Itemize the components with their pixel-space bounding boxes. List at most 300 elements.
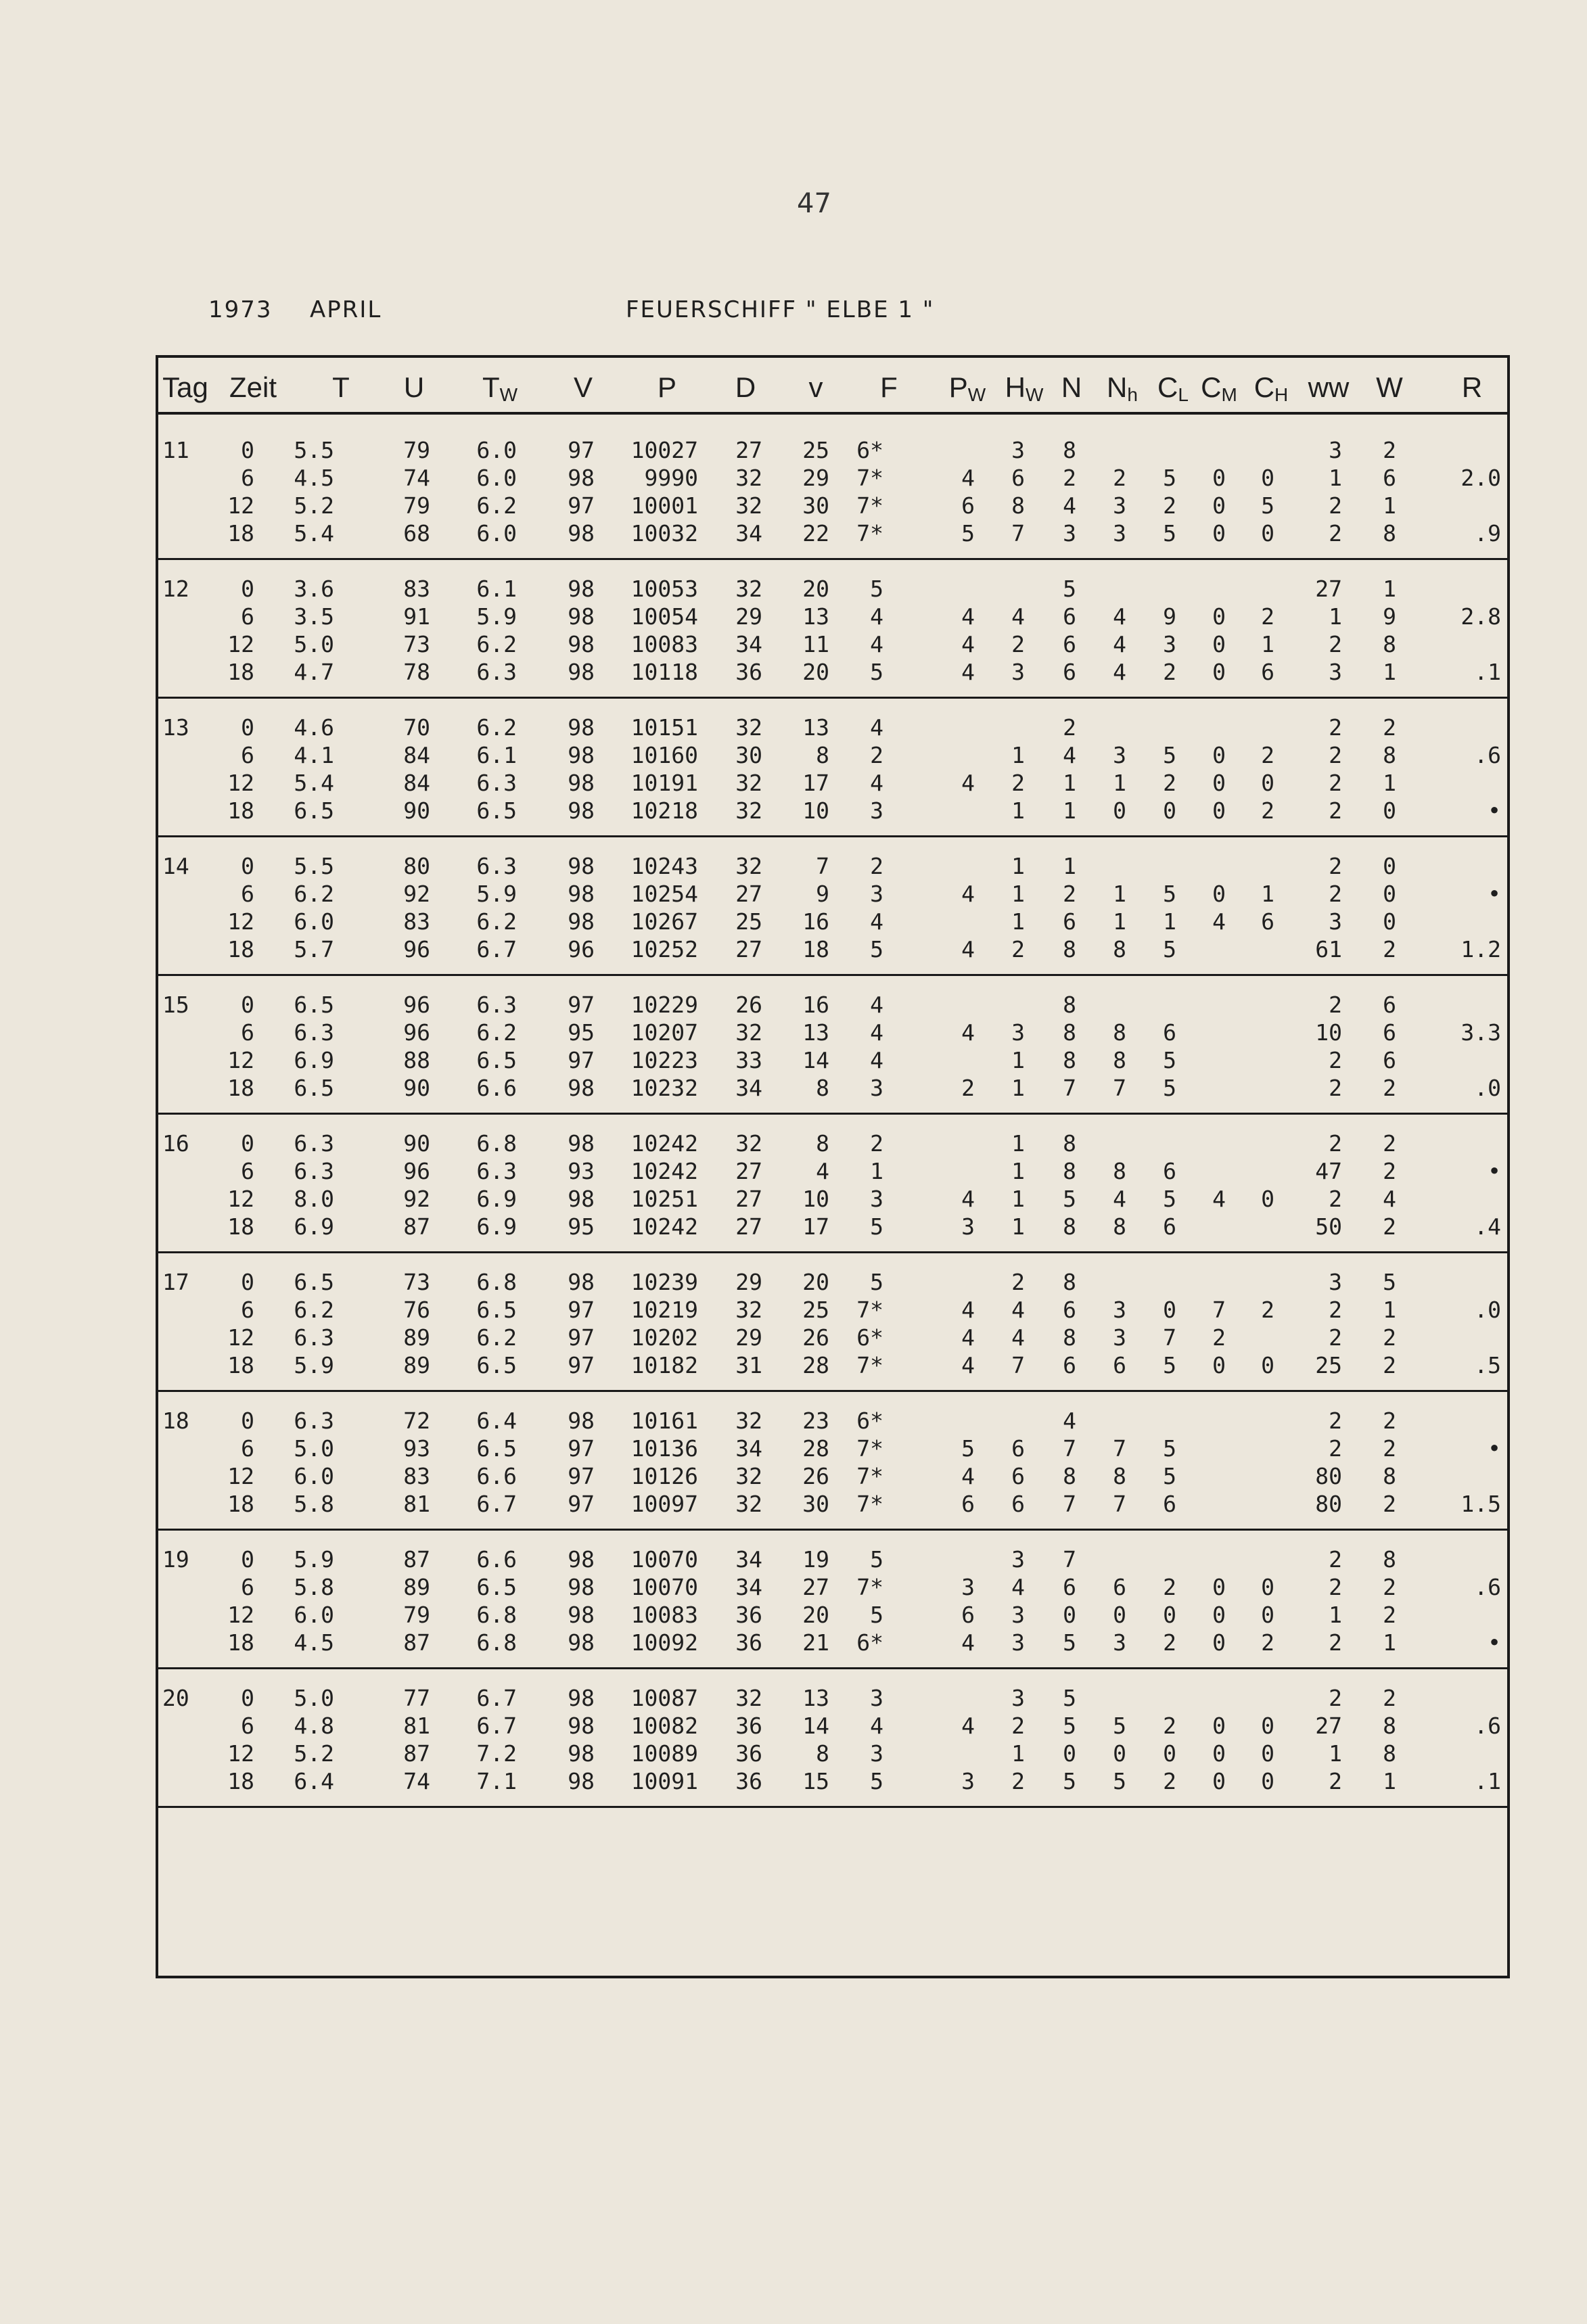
table-cell-t: 6.3 xyxy=(294,1019,334,1046)
table-cell-vv: 30 xyxy=(802,492,829,519)
table-cell-zeit: 12 xyxy=(227,1740,254,1767)
table-cell-hw: 3 xyxy=(1011,659,1025,685)
table-cell-zeit: 18 xyxy=(227,1213,254,1240)
table-cell-t: 3.5 xyxy=(294,603,334,630)
table-cell-ww: 2 xyxy=(1329,1297,1342,1323)
table-cell-hw: 2 xyxy=(1011,770,1025,796)
table-cell-f: 5 xyxy=(870,1546,883,1573)
table-cell-hw: 7 xyxy=(1011,520,1025,547)
table-cell-f: 3 xyxy=(870,1186,883,1212)
table-cell-n: 4 xyxy=(1063,742,1076,768)
table-cell-w: 9 xyxy=(1383,603,1396,630)
table-cell-u: 96 xyxy=(403,992,430,1018)
table-cell-u: 87 xyxy=(403,1740,430,1767)
table-cell-w: 2 xyxy=(1383,1408,1396,1434)
table-cell-d: 33 xyxy=(735,1047,762,1073)
table-cell-nh: 8 xyxy=(1113,1213,1126,1240)
table-cell-f: 6* xyxy=(856,1408,883,1434)
table-cell-t: 4.5 xyxy=(294,465,334,491)
table-cell-zeit: 6 xyxy=(241,465,254,491)
table-cell-vv: 4 xyxy=(816,1158,829,1184)
table-cell-r: 2.0 xyxy=(1460,465,1501,491)
table-cell-n: 4 xyxy=(1063,492,1076,519)
table-cell-p: 10223 xyxy=(630,1047,698,1073)
table-cell-vv: 8 xyxy=(816,742,829,768)
table-cell-cm: 0 xyxy=(1212,797,1226,824)
table-cell-f: 3 xyxy=(870,797,883,824)
table-cell-cl: 0 xyxy=(1163,1740,1176,1767)
table-cell-cm: 0 xyxy=(1212,1713,1226,1739)
table-cell-zeit: 0 xyxy=(241,1269,254,1295)
table-cell-v: 98 xyxy=(568,853,595,879)
table-cell-hw: 3 xyxy=(1011,1685,1025,1711)
table-cell-n: 8 xyxy=(1063,992,1076,1018)
table-cell-f: 2 xyxy=(870,1130,883,1157)
table-cell-d: 32 xyxy=(735,714,762,741)
table-cell-n: 8 xyxy=(1063,437,1076,463)
col-header-n: N xyxy=(1061,371,1082,403)
table-cell-zeit: 12 xyxy=(227,770,254,796)
col-header-zeit: Zeit xyxy=(229,371,277,403)
table-cell-p: 10083 xyxy=(630,1602,698,1628)
col-header-tag: Tag xyxy=(162,371,208,403)
col-header-ch: $C_H$ xyxy=(1254,371,1289,405)
table-cell-d: 25 xyxy=(735,908,762,935)
table-cell-ww: 2 xyxy=(1329,742,1342,768)
table-cell-tw: 6.8 xyxy=(476,1130,517,1157)
table-cell-zeit: 6 xyxy=(241,1435,254,1462)
table-cell-hw: 3 xyxy=(1011,1546,1025,1573)
table-cell-f: 7* xyxy=(856,1463,883,1489)
table-cell-cm: 0 xyxy=(1212,742,1226,768)
table-cell-ch: 2 xyxy=(1261,603,1274,630)
table-cell-d: 32 xyxy=(735,1019,762,1046)
table-cell-ww: 10 xyxy=(1315,1019,1342,1046)
table-cell-hw: 6 xyxy=(1011,465,1025,491)
day-separator xyxy=(158,1529,1507,1531)
table-cell-r: 1.2 xyxy=(1460,936,1501,962)
table-cell-ww: 2 xyxy=(1329,714,1342,741)
table-cell-nh: 7 xyxy=(1113,1491,1126,1517)
table-cell-tw: 6.5 xyxy=(476,1297,517,1323)
table-cell-nh: 6 xyxy=(1113,1352,1126,1378)
table-cell-hw: 1 xyxy=(1011,1213,1025,1240)
table-cell-nh: 2 xyxy=(1113,465,1126,491)
table-cell-nh: 3 xyxy=(1113,1297,1126,1323)
table-cell-t: 8.0 xyxy=(294,1186,334,1212)
table-cell-p: 10083 xyxy=(630,631,698,657)
table-cell-vv: 10 xyxy=(802,797,829,824)
table-cell-n: 1 xyxy=(1063,770,1076,796)
table-cell-nh: 3 xyxy=(1113,1629,1126,1656)
table-cell-cm: 0 xyxy=(1212,631,1226,657)
table-cell-nh: 3 xyxy=(1113,1324,1126,1351)
table-cell-u: 90 xyxy=(403,1075,430,1101)
table-cell-ww: 3 xyxy=(1329,908,1342,935)
table-cell-r: • xyxy=(1488,1629,1501,1656)
table-cell-tw: 6.7 xyxy=(476,1685,517,1711)
table-cell-p: 10191 xyxy=(630,770,698,796)
table-cell-n: 3 xyxy=(1063,520,1076,547)
table-cell-t: 5.0 xyxy=(294,631,334,657)
table-cell-v: 95 xyxy=(568,1019,595,1046)
table-cell-hw: 1 xyxy=(1011,797,1025,824)
table-cell-hw: 4 xyxy=(1011,603,1025,630)
table-cell-pw: 3 xyxy=(961,1768,975,1794)
table-cell-v: 98 xyxy=(568,1546,595,1573)
table-cell-tw: 6.3 xyxy=(476,659,517,685)
table-cell-pw: 6 xyxy=(961,492,975,519)
table-cell-t: 4.5 xyxy=(294,1629,334,1656)
table-cell-p: 10070 xyxy=(630,1574,698,1600)
day-label: 18 xyxy=(162,1408,189,1434)
table-cell-f: 7* xyxy=(856,1297,883,1323)
table-cell-u: 93 xyxy=(403,1435,430,1462)
table-cell-ww: 27 xyxy=(1315,1713,1342,1739)
day-label: 15 xyxy=(162,992,189,1018)
table-cell-zeit: 12 xyxy=(227,631,254,657)
table-cell-d: 32 xyxy=(735,1491,762,1517)
table-cell-v: 98 xyxy=(568,1713,595,1739)
table-cell-ww: 3 xyxy=(1329,437,1342,463)
table-cell-r: • xyxy=(1488,881,1501,907)
table-cell-f: 7* xyxy=(856,520,883,547)
table-cell-n: 4 xyxy=(1063,1408,1076,1434)
table-cell-w: 6 xyxy=(1383,1019,1396,1046)
table-cell-nh: 0 xyxy=(1113,1740,1126,1767)
table-cell-p: 10027 xyxy=(630,437,698,463)
table-cell-ch: 0 xyxy=(1261,1574,1274,1600)
table-cell-p: 10182 xyxy=(630,1352,698,1378)
table-cell-f: 4 xyxy=(870,603,883,630)
table-cell-d: 36 xyxy=(735,1602,762,1628)
table-cell-vv: 8 xyxy=(816,1130,829,1157)
table-cell-u: 90 xyxy=(403,1130,430,1157)
table-cell-vv: 22 xyxy=(802,520,829,547)
table-cell-d: 34 xyxy=(735,1075,762,1101)
table-cell-v: 97 xyxy=(568,437,595,463)
table-cell-ww: 47 xyxy=(1315,1158,1342,1184)
table-cell-n: 7 xyxy=(1063,1075,1076,1101)
table-cell-t: 6.0 xyxy=(294,908,334,935)
table-cell-u: 83 xyxy=(403,576,430,602)
table-cell-hw: 2 xyxy=(1011,936,1025,962)
table-cell-tw: 6.2 xyxy=(476,1019,517,1046)
table-cell-cl: 1 xyxy=(1163,908,1176,935)
table-cell-d: 27 xyxy=(735,1213,762,1240)
table-cell-f: 3 xyxy=(870,1740,883,1767)
table-cell-vv: 20 xyxy=(802,1269,829,1295)
header-month: APRIL xyxy=(310,296,382,323)
table-cell-tw: 6.6 xyxy=(476,1075,517,1101)
table-cell-f: 5 xyxy=(870,576,883,602)
table-cell-t: 6.9 xyxy=(294,1047,334,1073)
table-cell-ww: 25 xyxy=(1315,1352,1342,1378)
table-cell-d: 32 xyxy=(735,576,762,602)
table-cell-cl: 5 xyxy=(1163,465,1176,491)
table-cell-hw: 1 xyxy=(1011,881,1025,907)
table-cell-nh: 8 xyxy=(1113,1019,1126,1046)
table-cell-pw: 4 xyxy=(961,1186,975,1212)
table-cell-cl: 0 xyxy=(1163,1602,1176,1628)
table-cell-tw: 6.9 xyxy=(476,1186,517,1212)
table-cell-u: 74 xyxy=(403,1768,430,1794)
table-cell-cl: 0 xyxy=(1163,797,1176,824)
table-cell-vv: 13 xyxy=(802,603,829,630)
table-cell-t: 6.9 xyxy=(294,1213,334,1240)
table-cell-cm: 0 xyxy=(1212,492,1226,519)
table-cell-f: 3 xyxy=(870,881,883,907)
table-cell-f: 6* xyxy=(856,1629,883,1656)
table-cell-r: 2.8 xyxy=(1460,603,1501,630)
table-cell-p: 10091 xyxy=(630,1768,698,1794)
table-cell-u: 87 xyxy=(403,1629,430,1656)
col-header-f: F xyxy=(880,371,898,403)
table-cell-w: 0 xyxy=(1383,853,1396,879)
table-cell-pw: 4 xyxy=(961,770,975,796)
table-cell-n: 8 xyxy=(1063,1158,1076,1184)
table-cell-p: 10239 xyxy=(630,1269,698,1295)
table-cell-n: 6 xyxy=(1063,1574,1076,1600)
table-cell-cl: 2 xyxy=(1163,492,1176,519)
table-cell-f: 4 xyxy=(870,1713,883,1739)
table-cell-ww: 2 xyxy=(1329,992,1342,1018)
table-cell-n: 2 xyxy=(1063,881,1076,907)
table-cell-p: 10242 xyxy=(630,1213,698,1240)
table-cell-f: 2 xyxy=(870,742,883,768)
table-cell-u: 84 xyxy=(403,742,430,768)
day-label: 16 xyxy=(162,1130,189,1157)
table-cell-nh: 6 xyxy=(1113,1574,1126,1600)
table-cell-hw: 3 xyxy=(1011,1602,1025,1628)
table-cell-nh: 4 xyxy=(1113,631,1126,657)
table-cell-vv: 15 xyxy=(802,1768,829,1794)
table-cell-nh: 4 xyxy=(1113,659,1126,685)
table-cell-tw: 6.7 xyxy=(476,1491,517,1517)
table-cell-w: 1 xyxy=(1383,1768,1396,1794)
table-cell-zeit: 0 xyxy=(241,1408,254,1434)
table-cell-w: 2 xyxy=(1383,1352,1396,1378)
table-cell-vv: 20 xyxy=(802,1602,829,1628)
table-cell-cl: 2 xyxy=(1163,1713,1176,1739)
table-cell-v: 96 xyxy=(568,936,595,962)
table-cell-ch: 0 xyxy=(1261,465,1274,491)
table-cell-zeit: 12 xyxy=(227,1186,254,1212)
table-cell-vv: 28 xyxy=(802,1435,829,1462)
table-cell-p: 10054 xyxy=(630,603,698,630)
table-cell-ww: 2 xyxy=(1329,1186,1342,1212)
table-cell-cm: 0 xyxy=(1212,1352,1226,1378)
table-cell-ch: 2 xyxy=(1261,1297,1274,1323)
table-cell-v: 97 xyxy=(568,1491,595,1517)
table-cell-p: 10161 xyxy=(630,1408,698,1434)
table-cell-zeit: 6 xyxy=(241,1019,254,1046)
table-cell-hw: 1 xyxy=(1011,908,1025,935)
table-cell-d: 32 xyxy=(735,1130,762,1157)
table-cell-v: 98 xyxy=(568,881,595,907)
table-cell-ww: 80 xyxy=(1315,1463,1342,1489)
table-cell-p: 10219 xyxy=(630,1297,698,1323)
table-cell-t: 6.3 xyxy=(294,1158,334,1184)
table-cell-cm: 0 xyxy=(1212,1740,1226,1767)
table-cell-ch: 0 xyxy=(1261,1352,1274,1378)
col-header-nh: $N_h$ xyxy=(1107,371,1138,405)
day-label: 20 xyxy=(162,1685,189,1711)
table-cell-nh: 8 xyxy=(1113,1158,1126,1184)
table-cell-cm: 0 xyxy=(1212,1574,1226,1600)
table-cell-d: 32 xyxy=(735,770,762,796)
table-cell-p: 10032 xyxy=(630,520,698,547)
table-cell-d: 31 xyxy=(735,1352,762,1378)
day-separator xyxy=(158,974,1507,976)
table-cell-nh: 4 xyxy=(1113,1186,1126,1212)
table-cell-t: 3.6 xyxy=(294,576,334,602)
table-cell-vv: 16 xyxy=(802,908,829,935)
table-cell-u: 78 xyxy=(403,659,430,685)
table-cell-vv: 13 xyxy=(802,1019,829,1046)
table-cell-t: 5.4 xyxy=(294,770,334,796)
table-cell-n: 8 xyxy=(1063,1269,1076,1295)
table-cell-zeit: 0 xyxy=(241,1546,254,1573)
table-cell-t: 6.3 xyxy=(294,1408,334,1434)
table-cell-pw: 6 xyxy=(961,1602,975,1628)
table-cell-n: 2 xyxy=(1063,714,1076,741)
col-header-t: T xyxy=(332,371,350,403)
table-cell-f: 7* xyxy=(856,1435,883,1462)
table-cell-f: 4 xyxy=(870,770,883,796)
table-cell-nh: 3 xyxy=(1113,492,1126,519)
table-cell-hw: 1 xyxy=(1011,1186,1025,1212)
table-cell-ch: 2 xyxy=(1261,797,1274,824)
table-cell-cm: 0 xyxy=(1212,881,1226,907)
table-cell-cl: 3 xyxy=(1163,631,1176,657)
table-cell-w: 1 xyxy=(1383,659,1396,685)
table-cell-n: 8 xyxy=(1063,1130,1076,1157)
table-cell-v: 98 xyxy=(568,1269,595,1295)
table-cell-pw: 4 xyxy=(961,1297,975,1323)
table-cell-w: 2 xyxy=(1383,714,1396,741)
table-cell-ww: 2 xyxy=(1329,1408,1342,1434)
table-cell-f: 7* xyxy=(856,1491,883,1517)
day-separator xyxy=(158,697,1507,699)
table-cell-v: 97 xyxy=(568,1324,595,1351)
day-separator xyxy=(158,1390,1507,1392)
day-label: 12 xyxy=(162,576,189,602)
table-cell-u: 88 xyxy=(403,1047,430,1073)
table-cell-f: 5 xyxy=(870,659,883,685)
table-cell-vv: 26 xyxy=(802,1463,829,1489)
table-cell-cl: 5 xyxy=(1163,1047,1176,1073)
table-cell-vv: 14 xyxy=(802,1713,829,1739)
table-cell-v: 98 xyxy=(568,1685,595,1711)
table-cell-ch: 2 xyxy=(1261,1629,1274,1656)
table-cell-ww: 1 xyxy=(1329,465,1342,491)
table-cell-d: 32 xyxy=(735,1685,762,1711)
table-cell-pw: 5 xyxy=(961,1435,975,1462)
table-cell-w: 6 xyxy=(1383,465,1396,491)
table-cell-n: 2 xyxy=(1063,465,1076,491)
table-cell-vv: 11 xyxy=(802,631,829,657)
table-cell-t: 4.7 xyxy=(294,659,334,685)
table-cell-v: 93 xyxy=(568,1158,595,1184)
table-cell-vv: 14 xyxy=(802,1047,829,1073)
table-cell-zeit: 18 xyxy=(227,1629,254,1656)
col-header-v: V xyxy=(573,371,593,403)
table-cell-zeit: 18 xyxy=(227,1491,254,1517)
table-cell-d: 27 xyxy=(735,437,762,463)
table-cell-ww: 2 xyxy=(1329,631,1342,657)
table-cell-ww: 1 xyxy=(1329,603,1342,630)
table-cell-w: 1 xyxy=(1383,492,1396,519)
table-cell-u: 79 xyxy=(403,492,430,519)
table-cell-w: 2 xyxy=(1383,1130,1396,1157)
table-cell-t: 5.5 xyxy=(294,853,334,879)
table-cell-t: 6.3 xyxy=(294,1324,334,1351)
table-cell-cl: 5 xyxy=(1163,881,1176,907)
table-cell-w: 6 xyxy=(1383,992,1396,1018)
table-cell-f: 7* xyxy=(856,1352,883,1378)
table-cell-cl: 5 xyxy=(1163,520,1176,547)
table-cell-ww: 2 xyxy=(1329,1047,1342,1073)
table-cell-ww: 2 xyxy=(1329,492,1342,519)
table-cell-hw: 4 xyxy=(1011,1324,1025,1351)
table-cell-zeit: 18 xyxy=(227,936,254,962)
table-cell-tw: 6.5 xyxy=(476,1047,517,1073)
table-cell-u: 83 xyxy=(403,1463,430,1489)
table-cell-n: 0 xyxy=(1063,1740,1076,1767)
table-cell-f: 1 xyxy=(870,1158,883,1184)
table-cell-w: 2 xyxy=(1383,1213,1396,1240)
table-cell-p: 10053 xyxy=(630,576,698,602)
table-cell-hw: 1 xyxy=(1011,1075,1025,1101)
table-cell-t: 6.4 xyxy=(294,1768,334,1794)
table-cell-pw: 4 xyxy=(961,659,975,685)
table-cell-d: 27 xyxy=(735,1158,762,1184)
table-cell-ww: 80 xyxy=(1315,1491,1342,1517)
table-cell-u: 87 xyxy=(403,1213,430,1240)
table-cell-u: 83 xyxy=(403,908,430,935)
table-cell-cl: 5 xyxy=(1163,1435,1176,1462)
table-cell-d: 27 xyxy=(735,881,762,907)
table-cell-d: 34 xyxy=(735,631,762,657)
table-cell-v: 98 xyxy=(568,631,595,657)
table-cell-pw: 6 xyxy=(961,1491,975,1517)
table-cell-hw: 2 xyxy=(1011,1269,1025,1295)
table-cell-zeit: 12 xyxy=(227,1463,254,1489)
table-cell-n: 7 xyxy=(1063,1435,1076,1462)
table-cell-d: 36 xyxy=(735,1713,762,1739)
table-cell-d: 32 xyxy=(735,1463,762,1489)
table-cell-pw: 4 xyxy=(961,631,975,657)
table-cell-pw: 4 xyxy=(961,936,975,962)
table-cell-r: .9 xyxy=(1474,520,1501,547)
table-cell-t: 5.2 xyxy=(294,492,334,519)
table-cell-ch: 0 xyxy=(1261,1713,1274,1739)
table-cell-ww: 2 xyxy=(1329,1574,1342,1600)
table-cell-t: 6.0 xyxy=(294,1463,334,1489)
table-cell-zeit: 6 xyxy=(241,1713,254,1739)
table-cell-cl: 5 xyxy=(1163,936,1176,962)
table-cell-t: 5.7 xyxy=(294,936,334,962)
table-cell-zeit: 6 xyxy=(241,1158,254,1184)
table-cell-hw: 6 xyxy=(1011,1435,1025,1462)
table-cell-p: 10087 xyxy=(630,1685,698,1711)
table-cell-n: 7 xyxy=(1063,1546,1076,1573)
table-cell-u: 87 xyxy=(403,1546,430,1573)
table-cell-hw: 8 xyxy=(1011,492,1025,519)
table-cell-vv: 23 xyxy=(802,1408,829,1434)
table-cell-w: 6 xyxy=(1383,1047,1396,1073)
